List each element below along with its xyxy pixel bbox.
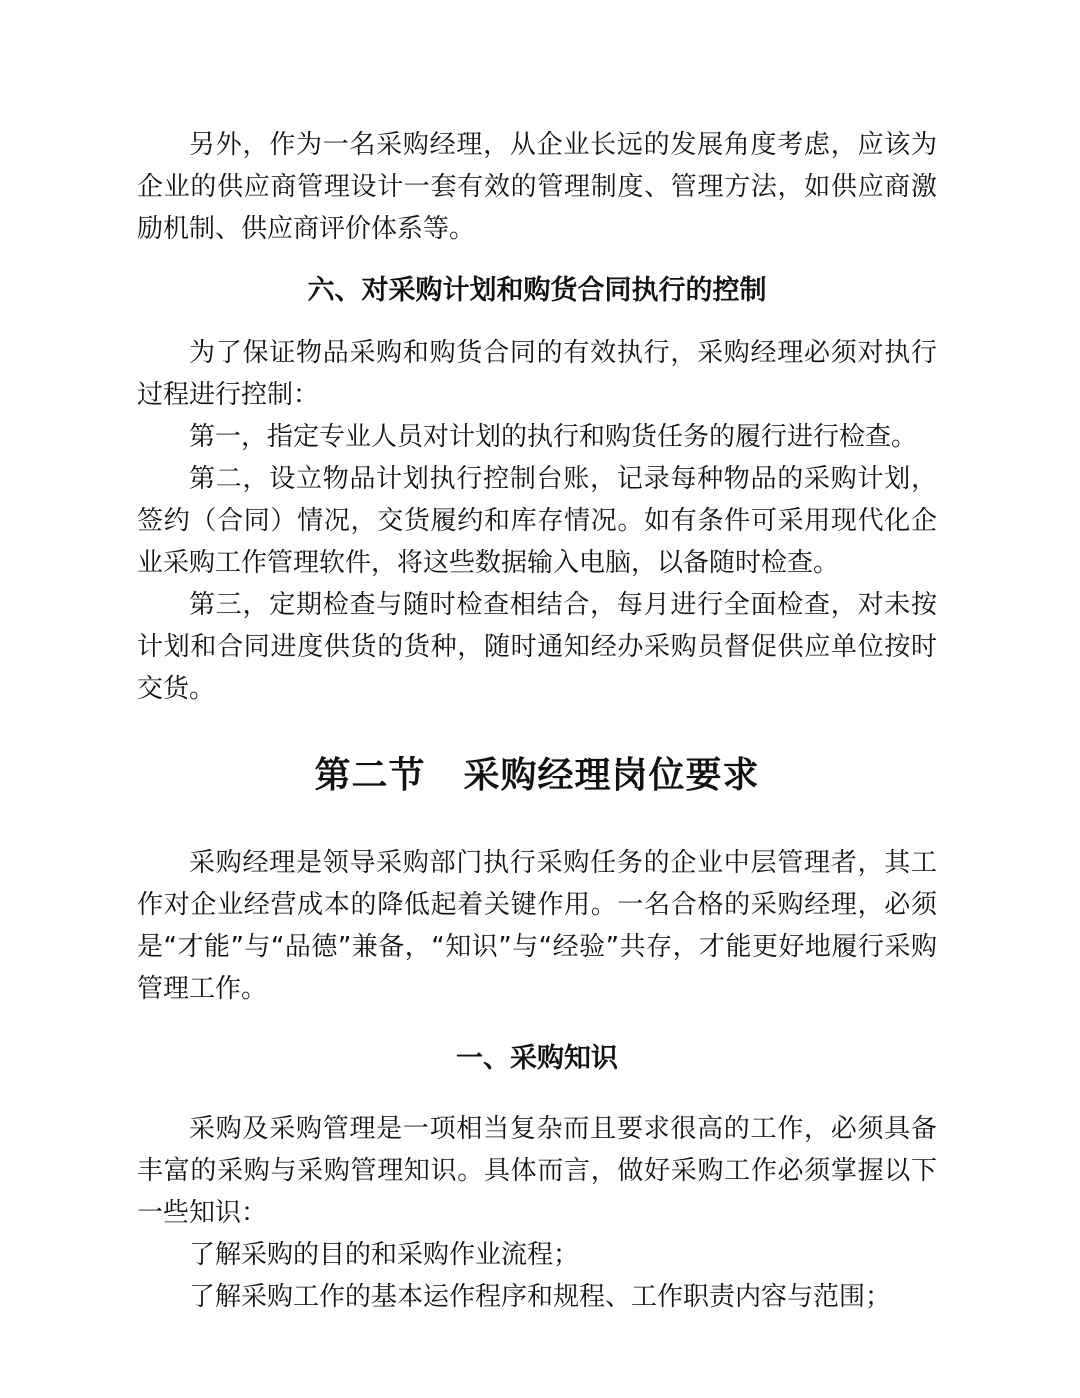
paragraph-manager-role: 采购经理是领导采购部门执行采购任务的企业中层管理者，其工作对企业经营成本的降低起着关键作用。一名合格的采购经理，必须是“才能”与“品德”兼备，“知识”与“经验”共存，才能更好地履行采购管理工作。 xyxy=(137,848,937,1004)
paragraph-step-third: 第三，定期检查与随时检查相结合，每月进行全面检查，对未按计划和合同进度供货的货种，随时通知经办采购员督促供应单位按时交货。 xyxy=(137,590,937,704)
paragraph-supplier-management: 另外，作为一名采购经理，从企业长远的发展角度考虑，应该为企业的供应商管理设计一套有效的管理制度、管理方法，如供应商激励机制、供应商评价体系等。 xyxy=(137,130,937,244)
paragraph-knowledge-intro: 采购及采购管理是一项相当复杂而且要求很高的工作，必须具备丰富的采购与采购管理知识。具体而言，做好采购工作必须掌握以下一些知识： xyxy=(137,1114,937,1228)
knowledge-item-purpose: 了解采购的目的和采购作业流程； xyxy=(189,1240,580,1270)
paragraph-control-intro: 为了保证物品采购和购货合同的有效执行，采购经理必须对执行过程进行控制： xyxy=(137,338,937,410)
paragraph-step-second: 第二，设立物品计划执行控制台账，记录每种物品的采购计划，签约（合同）情况，交货履约和库存情况。如有条件可采用现代化企业采购工作管理软件，将这些数据输入电脑，以备随时检查。 xyxy=(137,464,937,578)
chapter-label: 第二节 xyxy=(314,755,426,796)
paragraph-step-first: 第一，指定专业人员对计划的执行和购货任务的履行进行检查。 xyxy=(189,422,918,452)
section-heading-procurement-knowledge: 一、采购知识 xyxy=(456,1043,618,1074)
chapter-title: 采购经理岗位要求 xyxy=(463,755,760,796)
document-body xyxy=(137,124,937,1318)
section-heading-procurement-control: 六、对采购计划和购货合同执行的控制 xyxy=(307,275,767,306)
knowledge-item-procedures: 了解采购工作的基本运作程序和规程、工作职责内容与范围； xyxy=(189,1282,892,1312)
chapter-heading xyxy=(137,750,937,802)
